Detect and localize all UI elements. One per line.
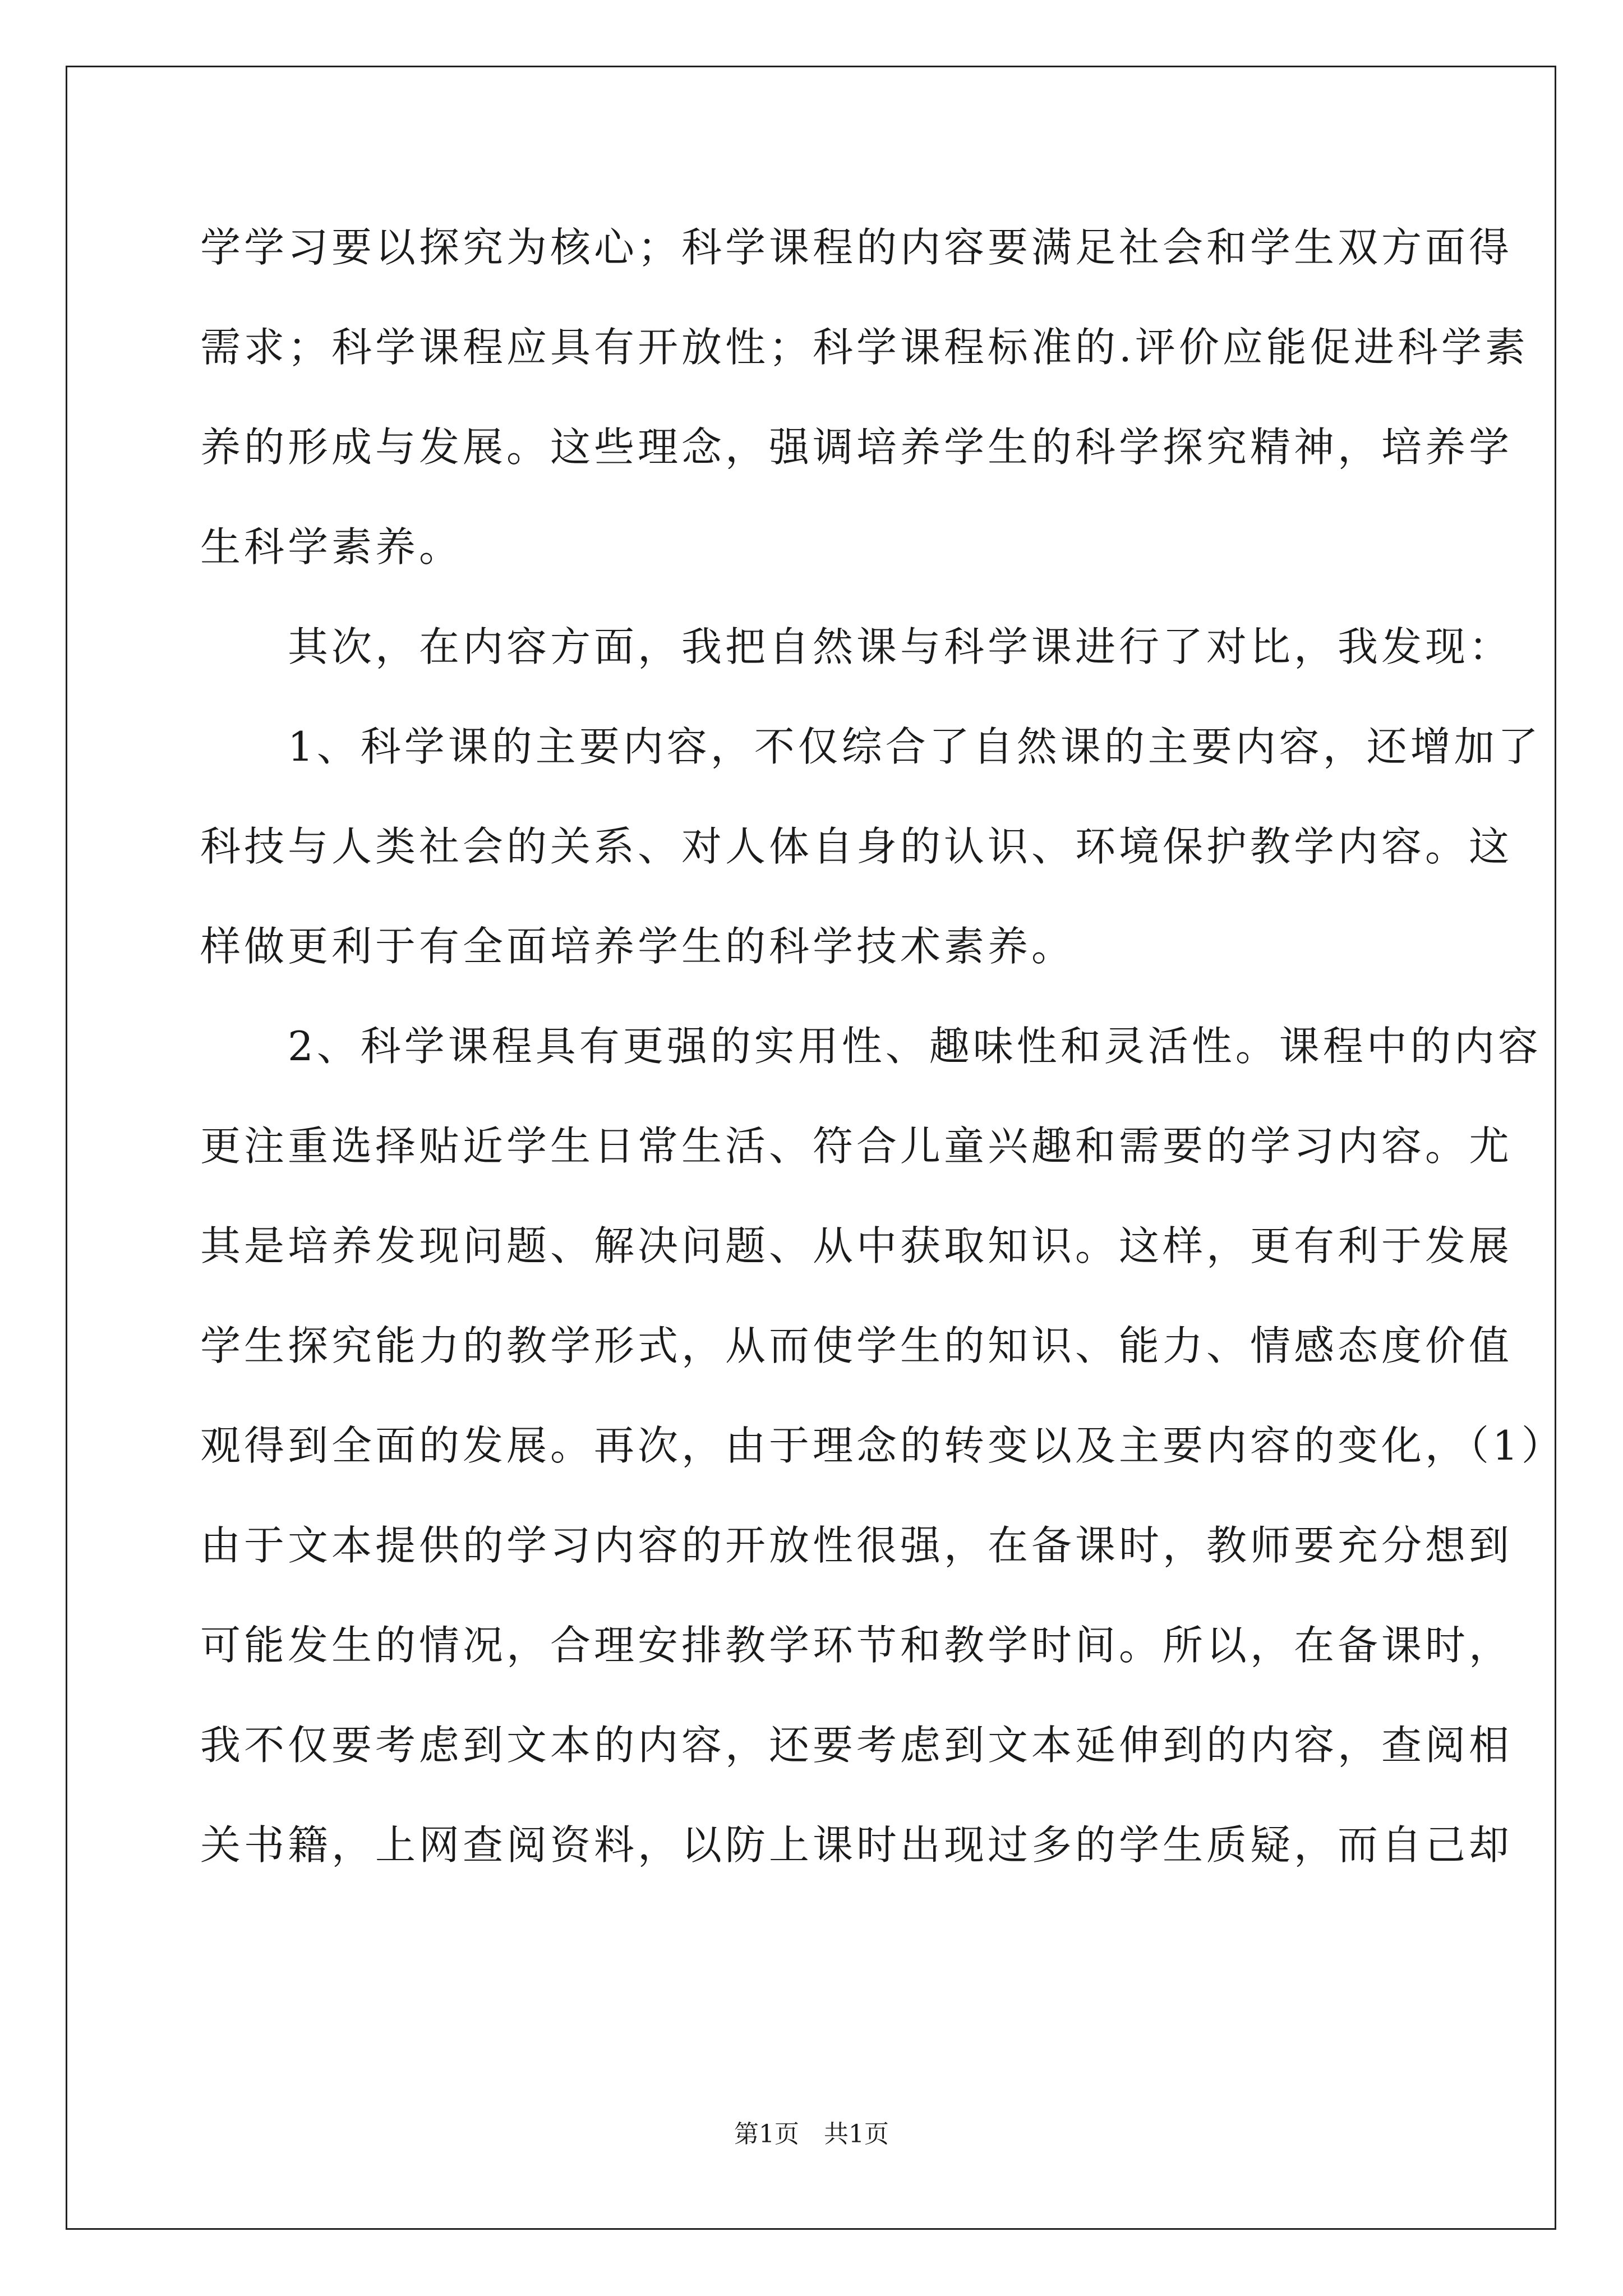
text-line: 需求；科学课程应具有开放性；科学课程标准的.评价应能促进科学素	[200, 324, 1529, 371]
text-line: 我不仅要考虑到文本的内容，还要考虑到文本延伸到的内容，查阅相	[200, 1722, 1513, 1769]
text-line: 观得到全面的发展。再次，由于理念的转变以及主要内容的变化，（1）	[200, 1422, 1565, 1469]
text-line: 可能发生的情况，合理安排教学环节和教学时间。所以，在备课时，	[200, 1622, 1513, 1669]
text-line: 养的形成与发展。这些理念，强调培养学生的科学探究精神，培养学	[200, 424, 1513, 471]
text-line: 科技与人类社会的关系、对人体自身的认识、环境保护教学内容。这	[200, 823, 1513, 870]
text-line: 其次，在内容方面，我把自然课与科学课进行了对比，我发现：	[200, 623, 1513, 670]
text-line: 关书籍，上网查阅资料，以防上课时出现过多的学生质疑，而自己却	[200, 1821, 1513, 1869]
text-line: 其是培养发现问题、解决问题、从中获取知识。这样，更有利于发展	[200, 1222, 1513, 1269]
text-line: 由于文本提供的学习内容的开放性很强，在备课时，教师要充分想到	[200, 1522, 1513, 1569]
text-line: 学生探究能力的教学形式，从而使学生的知识、能力、情感态度价值	[200, 1322, 1513, 1369]
text-line: 样做更利于有全面培养学生的科学技术素养。	[200, 923, 1076, 970]
text-line: 2、科学课程具有更强的实用性、趣味性和灵活性。课程中的内容	[200, 1023, 1542, 1070]
text-line: 学学习要以探究为核心；科学课程的内容要满足社会和学生双方面得	[200, 224, 1513, 271]
text-line: 1、科学课的主要内容，不仅综合了自然课的主要内容，还增加了	[200, 723, 1542, 770]
page-number-current: 第1页	[734, 2120, 799, 2148]
text-line: 更注重选择贴近学生日常生活、符合儿童兴趣和需要的学习内容。尤	[200, 1122, 1513, 1170]
page-footer	[0, 2118, 1623, 2151]
page-number-total: 共1页	[824, 2120, 889, 2148]
text-line: 生科学素养。	[200, 523, 463, 570]
